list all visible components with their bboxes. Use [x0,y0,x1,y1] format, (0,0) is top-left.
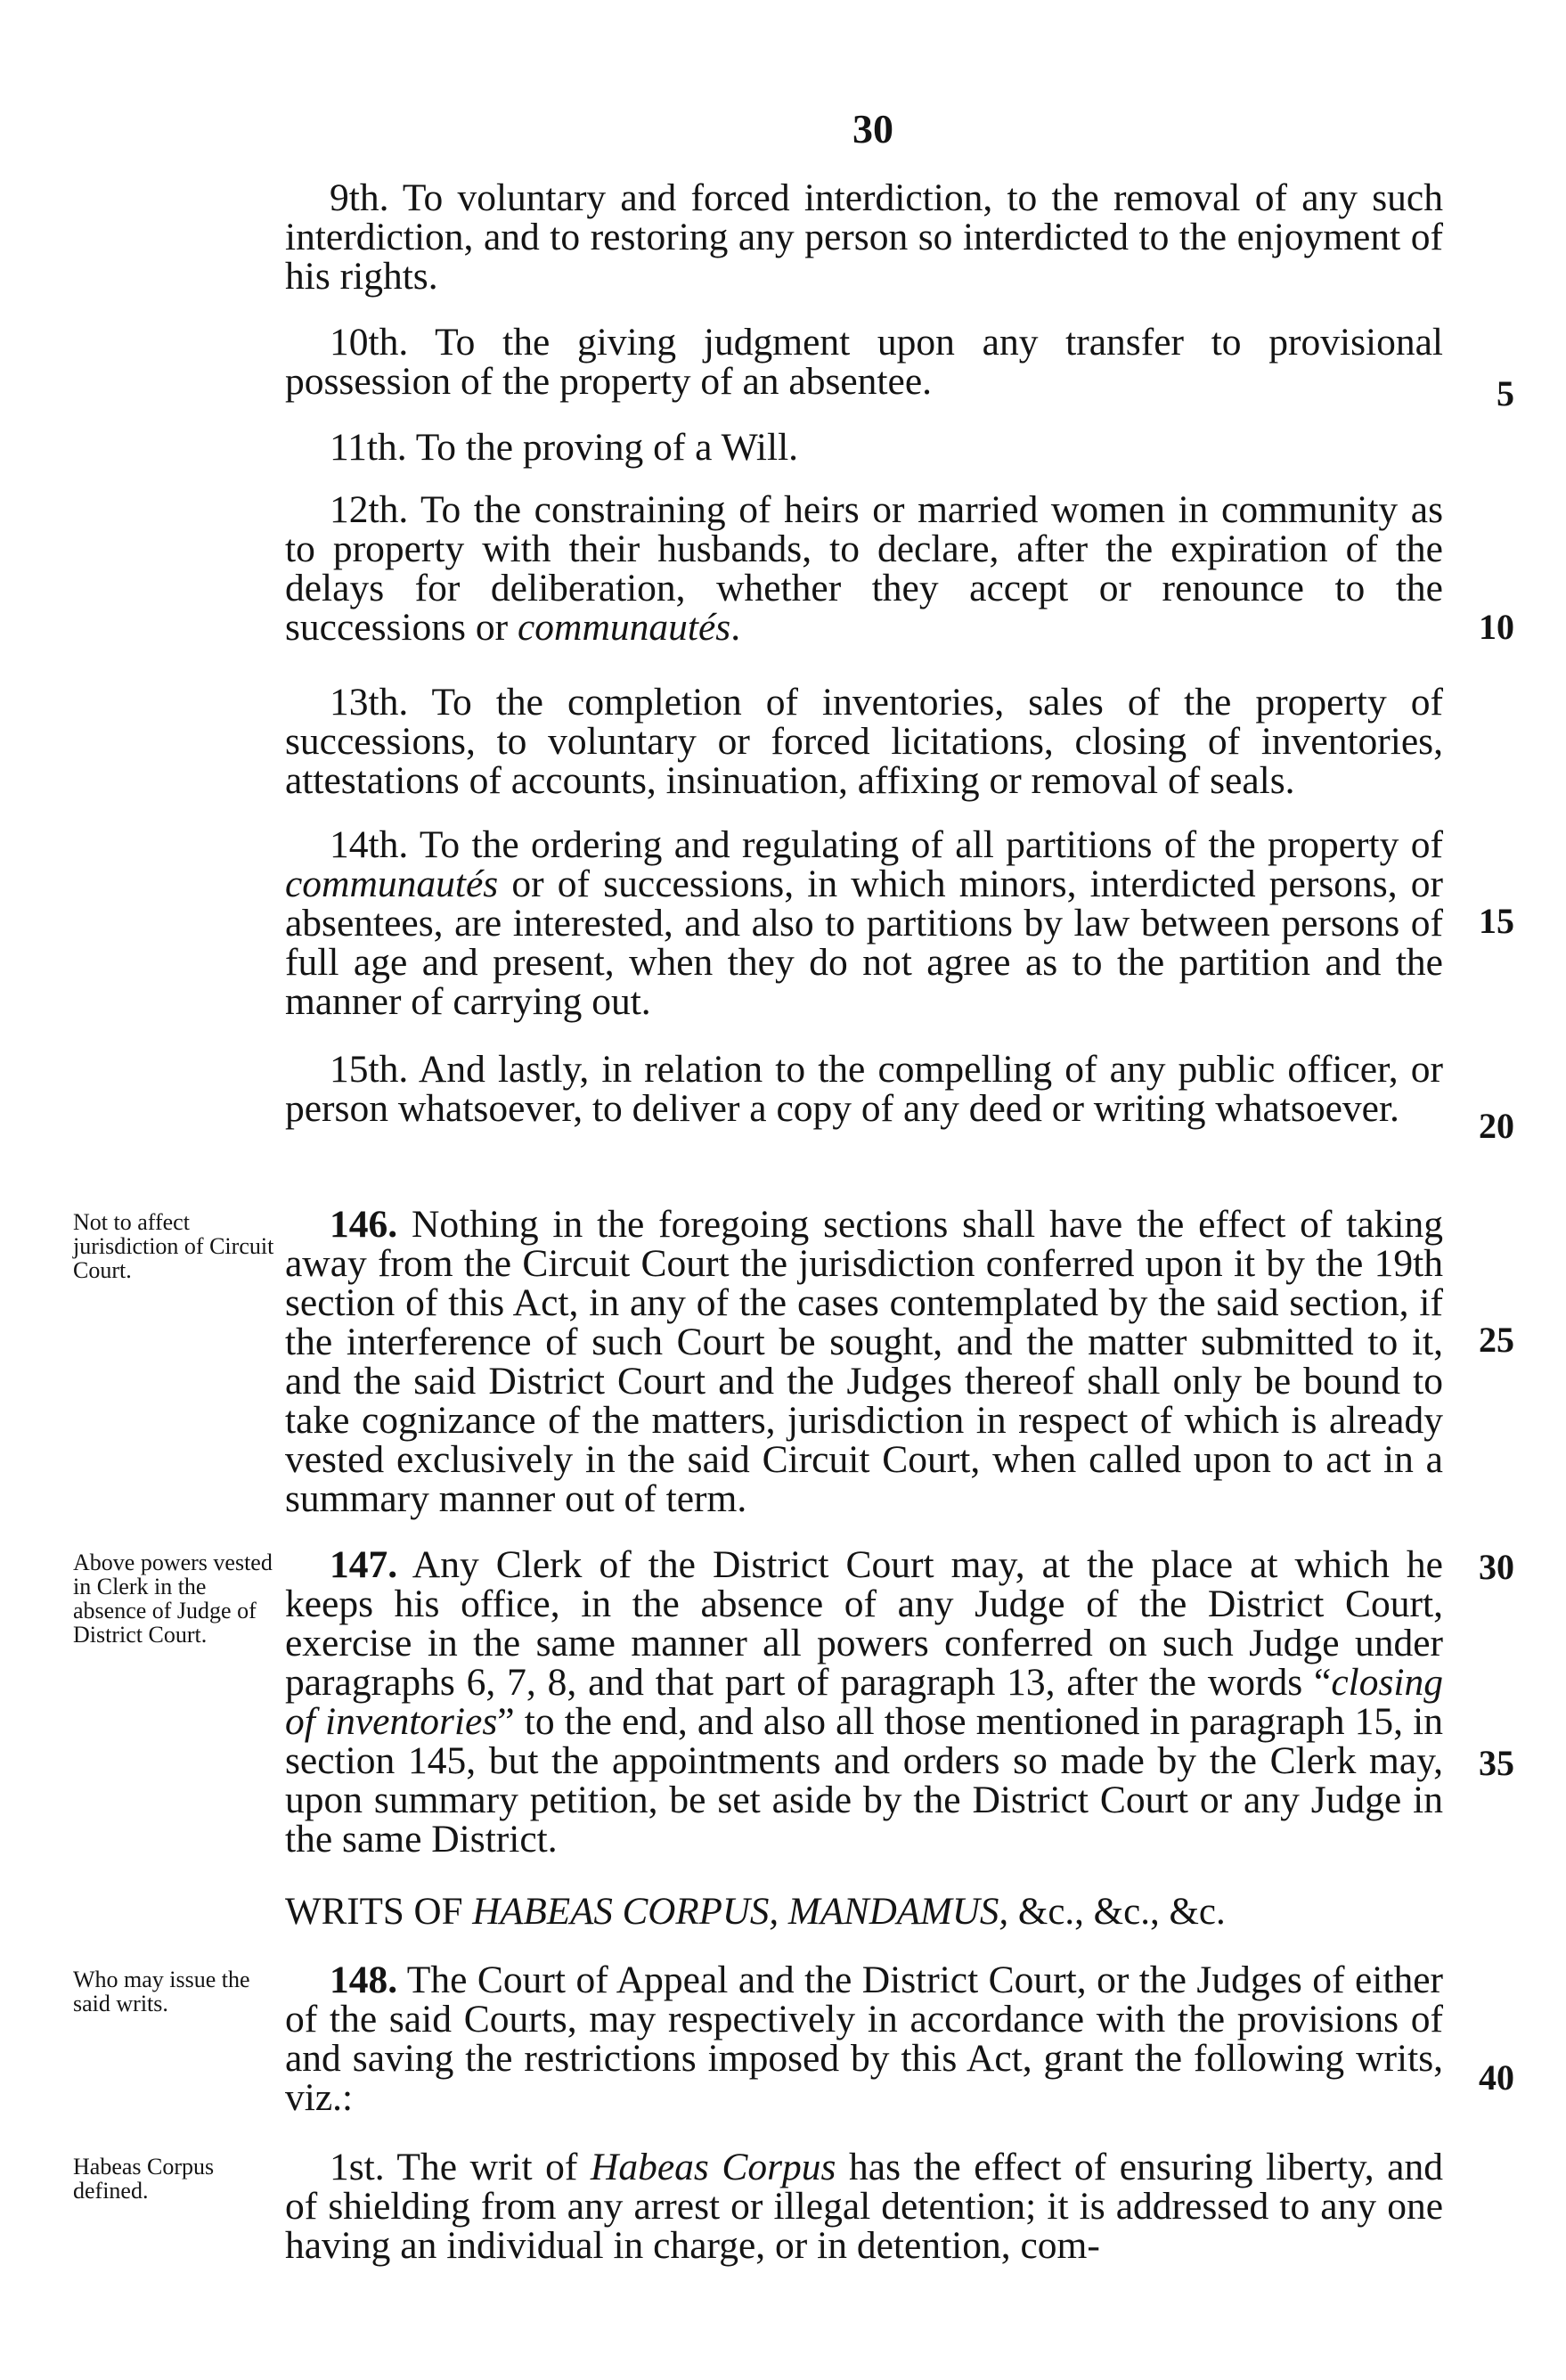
paragraph-lead: 15th. [330,1048,409,1091]
paragraph-13th [285,683,1443,800]
writs-heading [285,1893,1443,1932]
paragraph-text: To the completion of inventories, sales of the property of successions, to voluntary or forced licitations, closing of inventories, attestations of accounts, insinuation, affixing or removal of seals. [285,681,1443,802]
emphasis-text: communautés [285,863,499,905]
paragraph-15th [285,1050,1443,1128]
page-number: 30 [852,106,893,151]
paragraph-text: To the constraining of heirs or married women in community as to property with their husbands, to declare, after the expiration of the delays for deliberation, whether they accept or renounce to the successions or [285,488,1443,649]
section-148 [285,1960,1443,2117]
paragraph-12th [285,490,1443,647]
paragraph-text: And lastly, in relation to the compelling of any public officer, or person whatsoever, to deliver a copy of any deed or writing whatsoever. [285,1048,1443,1130]
margin-note: Above powers vested in Clerk in the absence of Judge of District Court. [73,1550,273,1648]
paragraph-text: To the giving judgment upon any transfer to provisional possession of the property of an absentee. [285,321,1443,403]
line-number: 30 [1479,1547,1514,1587]
section-147 [285,1545,1443,1859]
line-number: 20 [1479,1106,1514,1146]
line-number: 5 [1497,373,1514,413]
paragraph-text: The writ of [384,2146,591,2188]
section-text-end: ” to the end, and also all those mentioned in paragraph 15, in section 145, but the appointments and orders so made by the Clerk may, upon summary petition, be set aside by the District Court or any Judge in the same District. [285,1700,1443,1861]
paragraph-text: To the ordering and regulating of all partitions of the property of [408,823,1443,866]
margin-note: Not to affect jurisdiction of Circuit Court. [73,1209,274,1283]
paragraph-10th [285,323,1443,401]
line-number: 35 [1479,1743,1514,1783]
section-text: Any Clerk of the District Court may, at the place at which he keeps his office, in the absence of any Judge of the District Court, exercise in the same manner all powers conferred on such Judge under paragraphs 6, 7, 8, and that part of paragraph 13, after the words “ [285,1543,1443,1704]
paragraph-14th [285,825,1443,1021]
paragraph-lead: 12th. [330,488,409,531]
paragraph-text: To voluntary and forced interdiction, to the removal of any such interdiction, and to restoring any person so interdicted to the enjoyment of his rights. [285,176,1443,298]
paragraph-lead: 14th. [330,823,409,866]
paragraph-text-end: has the effect of ensuring liberty, and of shielding from any arrest or illegal detention; it is addressed to any one having an individual in charge, or in detention, com- [285,2146,1443,2267]
paragraph-lead: 10th. [330,321,409,364]
emphasis-text: closing of inventories [285,1661,1443,1743]
paragraph-9th [285,178,1443,296]
section-text: Nothing in the foregoing sections shall have the effect of taking away from the Circuit Court the jurisdiction conferred upon it by the 19th section of this Act, in any of the cases contemplated by the said section, if the interference of such Court be sought, and the matter submitted to it, and the said District Court and the Judges thereof shall only be bound to take cognizance of the matters, jurisdiction in respect of which is already vested exclusively in the said Circuit Court, when called upon to act in a summary manner out of term. [285,1203,1443,1520]
heading-text-end: &c., &c., &c. [1008,1891,1226,1933]
line-number: 15 [1479,901,1514,941]
section-text: The Court of Appeal and the District Court, or the Judges of either of the said Courts, may respectively in accordance with the provisions of and saving the restrictions imposed by this Act, grant the following writs, viz.: [285,1959,1443,2119]
emphasis-text: Habeas Corpus [590,2146,836,2188]
section-number: 146. [330,1203,398,1246]
section-146 [285,1205,1443,1518]
emphasis-text: communautés [517,606,731,649]
section-number: 148. [330,1959,398,2001]
paragraph-lead: 11th. [330,426,407,469]
margin-note: Habeas Corpus defined. [73,2154,215,2204]
margin-note: Who may issue the said writs. [73,1967,250,2016]
paragraph-text: To the proving of a Will. [406,426,799,469]
paragraph-text-end: or of successions, in which minors, interdicted persons, or absentees, are interested, and also to partitions by law between persons of full age and present, when they do not agree as to the partition and the manner of carrying out. [285,863,1443,1023]
line-number: 40 [1479,2057,1514,2098]
paragraph-11th [285,428,1443,467]
line-number: 10 [1479,607,1514,647]
paragraph-1st [285,2147,1443,2265]
heading-emphasis: HABEAS CORPUS, MANDAMUS, [472,1891,1009,1933]
paragraph-lead: 1st. [330,2146,385,2188]
line-number: 25 [1479,1320,1514,1360]
heading-text: WRITS OF [285,1891,473,1933]
paragraph-lead: 9th. [330,176,389,219]
section-number: 147. [330,1543,398,1586]
paragraph-text-end: . [730,606,741,649]
paragraph-lead: 13th. [330,681,409,724]
